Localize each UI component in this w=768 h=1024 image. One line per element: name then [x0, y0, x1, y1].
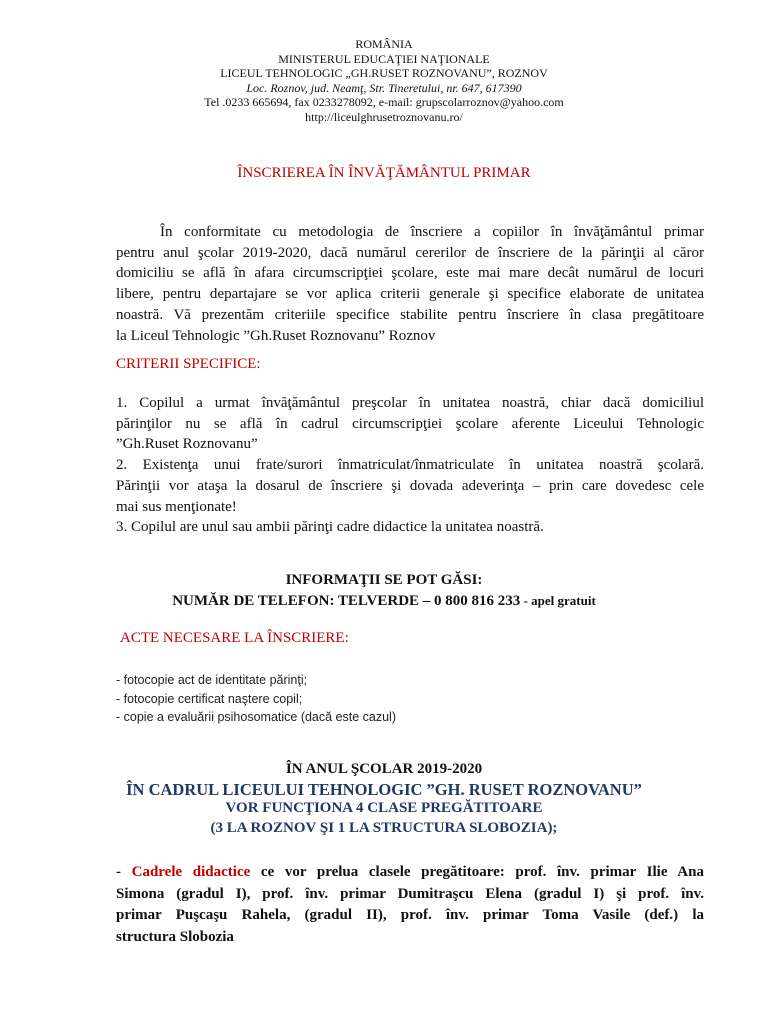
intro-line: noastră. Vă prezentăm criteriile specifice stabilite pentru înscriere în clasa pregătitoare	[116, 306, 704, 323]
intro-line: În conformitate cu metodologia de înscriere a copiilor în învăţământul primar	[160, 224, 704, 240]
teachers-prefix: -	[116, 864, 132, 880]
intro-line: domiciliu se află în afara circumscripţiei şcolare, este mai mare decât numărul de locuri	[116, 265, 704, 282]
teachers-line: Simona (gradul I), prof. înv. primar Dumitraşcu Elena (gradul I) şi prof. înv.	[116, 885, 704, 902]
teachers-paragraph	[116, 862, 704, 948]
intro-line: pentru anul şcolar 2019-2020, dacă numărul cererilor de înscriere de la părinţii al căror	[116, 244, 704, 261]
locations-line: (3 LA ROZNOV ŞI 1 LA STRUCTURA SLOBOZIA);	[210, 819, 558, 836]
phone-number: NUMĂR DE TELEFON: TELVERDE – 0 800 816 233	[172, 592, 521, 609]
document-item: - fotocopie certificat naştere copil;	[116, 691, 303, 706]
contact-line: Tel .0233 665694, fax 0233278092, e-mail: grupscolarroznov@yahoo.com	[204, 95, 564, 110]
intro-paragraph	[116, 222, 704, 346]
school-line: LICEUL TEHNOLOGIC „GH.RUSET ROZNOVANU”, ROZNOV	[220, 66, 548, 81]
page-title: ÎNSCRIEREA ÎN ÎNVĂŢĂMÂNTUL PRIMAR	[237, 165, 531, 181]
criteria-list	[116, 393, 704, 538]
documents-heading: ACTE NECESARE LA ÎNSCRIERE:	[120, 630, 349, 646]
criteria-heading: CRITERII SPECIFICE:	[116, 356, 261, 372]
document-item: - copie a evaluării psihosomatice (dacă este cazul)	[116, 710, 396, 724]
teachers-line: primar Puşcaşu Rahela, (gradul II), prof. înv. primar Toma Vasile (def.) la	[116, 907, 704, 923]
classes-announcement	[0, 760, 768, 838]
school-prefix: ÎN CADRUL	[126, 779, 223, 799]
document-item: - fotocopie act de identitate părinţi;	[116, 673, 308, 687]
info-heading: INFORMAŢII SE POT GĂSI:	[285, 572, 483, 588]
website-link[interactable]: http://liceulghrusetroznovanu.ro/	[305, 109, 463, 124]
letterhead	[0, 37, 768, 125]
address-line: Loc. Roznov, jud. Neamţ, Str. Tineretului, nr. 647, 617390	[246, 80, 522, 95]
teachers-line	[116, 862, 704, 884]
intro-line: libere, pentru departajare se vor aplica criterii generale şi specifice elaborate de unitatea	[116, 286, 704, 303]
criteria-line: 2. Existenţa unui frate/surori înmatriculat/înmatriculate în unitatea noastră şcolară.	[116, 457, 704, 474]
teachers-label: Cadrele didactice	[131, 864, 251, 880]
criteria-line: ”Gh.Ruset Roznovanu”	[116, 436, 258, 453]
school-year-line: ÎN ANUL ŞCOLAR 2019-2020	[285, 761, 483, 777]
teachers-line: structura Slobozia	[116, 928, 234, 945]
teachers-line-rest: ce vor prelua clasele pregătitoare: prof. înv. primar Ilie Ana	[250, 864, 704, 880]
ministry-line: MINISTERUL EDUCAŢIEI NAŢIONALE	[278, 51, 490, 66]
class-count-line: VOR FUNCŢIONA 4 CLASE PREGĂTITOARE	[225, 800, 543, 816]
school-name-line	[0, 780, 768, 800]
criteria-line: 3. Copilul are unul sau ambii părinţi cadre didactice la unitatea noastră.	[116, 519, 544, 536]
country-line: ROMÂNIA	[355, 37, 413, 51]
free-call-note: - apel gratuit	[520, 592, 596, 608]
intro-line: la Liceul Tehnologic ”Gh.Ruset Roznovanu” Roznov	[116, 327, 436, 344]
criteria-line: mai sus menţionate!	[116, 498, 237, 515]
criteria-line: părinţilor nu se află în cadrul circumscripţiei şcolare aferente Liceului Tehnologic	[116, 415, 704, 432]
school-name: LICEULUI TEHNOLOGIC ”GH. RUSET ROZNOVANU”	[222, 779, 642, 799]
documents-list	[116, 671, 704, 727]
info-block	[0, 570, 768, 611]
criteria-line: 1. Copilul a urmat învăţământul preşcolar în unitatea noastră, chiar dacă domiciliul	[116, 395, 704, 411]
criteria-line: Părinţii vor ataşa la dosarul de înscriere şi dovada adeverinţa – prin care dovedesc cele	[116, 477, 704, 494]
phone-line	[0, 591, 768, 612]
